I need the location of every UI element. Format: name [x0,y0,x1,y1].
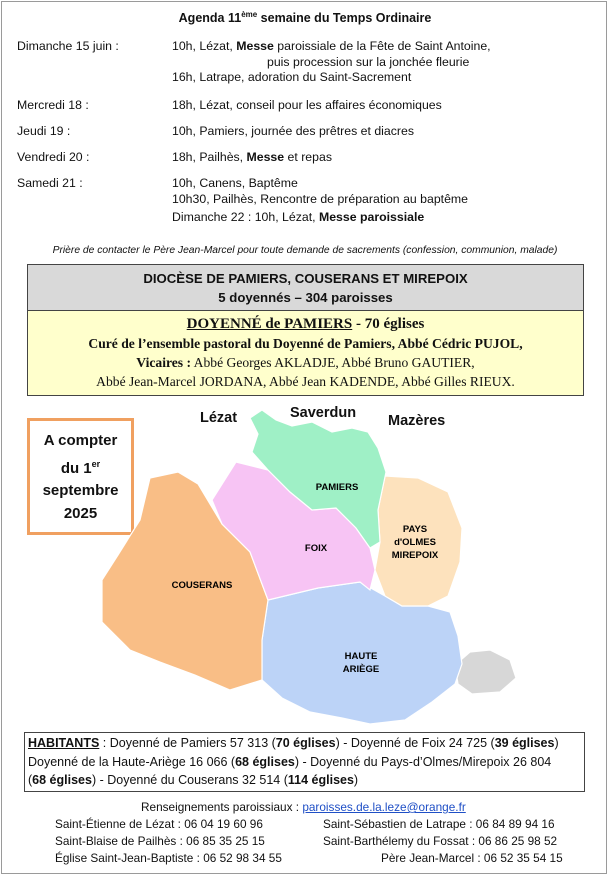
label-pays-3: MIREPOIX [391,550,439,561]
friday-label: Vendredi 20 : [17,150,90,164]
diocese-header: DIOCÈSE DE PAMIERS, COUSERANS ET MIREPOIX 5 doyennés – 304 paroisses [27,264,584,311]
agenda-title: Agenda 11ème semaine du Temps Ordinaire [178,10,432,26]
contact-latrape: Saint-Sébastien de Latrape : 06 84 89 94 16 [323,817,555,831]
city-mazeres: Mazères [388,413,446,429]
wednesday-label: Mercredi 18 : [17,98,89,112]
start-date-box: A compter du 1er septembre 2025 [27,418,134,535]
region-grey [455,650,516,694]
friday-event: 18h, Pailhès, Messe et repas [172,150,332,164]
sacraments-note: Prière de contacter le Père Jean-Marcel pour toute demande de sacrements (confession, communion, malade) [52,245,558,256]
label-haute-1: HAUTE [344,651,378,662]
city-saverdun: Saverdun [290,405,357,421]
saturday-label: Samedi 21 : [17,176,83,190]
label-pamiers: PAMIERS [315,482,359,493]
sunday-events: 10h, Lézat, Messe paroissiale de la Fête de Saint Antoine, puis procession sur la jonchée fleurie 16h, Latrape, adoration du Saint-Sacrement [172,39,491,84]
habitants-box: HABITANTS : Doyenné de Pamiers 57 313 (70 églises) - Doyenné de Foix 24 725 (39 églises) Doyenné de la Haute-Ariège 16 066 (68 églises) - Doyenné du Pays-d’Olmes/Mirepoix 26 804 (68 églises) - Doyenné du Couserans 32 514 (114 églises) [24,732,585,792]
doyenne-box: DOYENNÉ de PAMIERS - 70 églises Curé de l’ensemble pastoral du Doyenné de Pamiers, Abbé Cédric PUJOL, Vicaires : Abbé Georges AKLADJE, Abbé Bruno GAUTIER, Abbé Jean-Marcel JORDANA, Abbé Jean KADENDE, Abbé Gilles RIEUX. [27,311,584,396]
contact-lezat: Saint-Étienne de Lézat : 06 04 19 60 96 [55,817,263,831]
label-haute-2: ARIÈGE [342,664,380,675]
email-link[interactable]: paroisses.de.la.leze@orange.fr [302,800,466,814]
label-pays-1: PAYS [402,524,428,535]
thursday-label: Jeudi 19 : [17,124,71,138]
saturday-events: 10h, Canens, Baptême 10h30, Pailhès, Rencontre de préparation au baptême Dimanche 22 : 10h, Lézat, Messe paroissiale [172,176,469,224]
contact-fossat: Saint-Barthélemy du Fossat : 06 86 25 98 52 [323,834,558,848]
label-foix: FOIX [304,543,328,554]
sunday-label: Dimanche 15 juin : [17,39,119,53]
label-couserans: COUSERANS [171,580,233,591]
city-lezat: Lézat [200,410,238,426]
contact-info-line: Renseignements paroissiaux : paroisses.de.la.leze@orange.fr [141,800,466,814]
wednesday-event: 18h, Lézat, conseil pour les affaires économiques [172,98,442,112]
contact-st-jean-baptiste: Église Saint-Jean-Baptiste : 06 52 98 34 55 [55,851,282,865]
thursday-event: 10h, Pamiers, journée des prêtres et diacres [172,124,414,138]
contact-pailhes: Saint-Blaise de Pailhès : 06 85 35 25 15 [55,834,265,848]
label-pays-2: d'OLMES [394,537,436,548]
contact-pere-jean-marcel: Père Jean-Marcel : 06 52 35 54 15 [381,851,563,865]
